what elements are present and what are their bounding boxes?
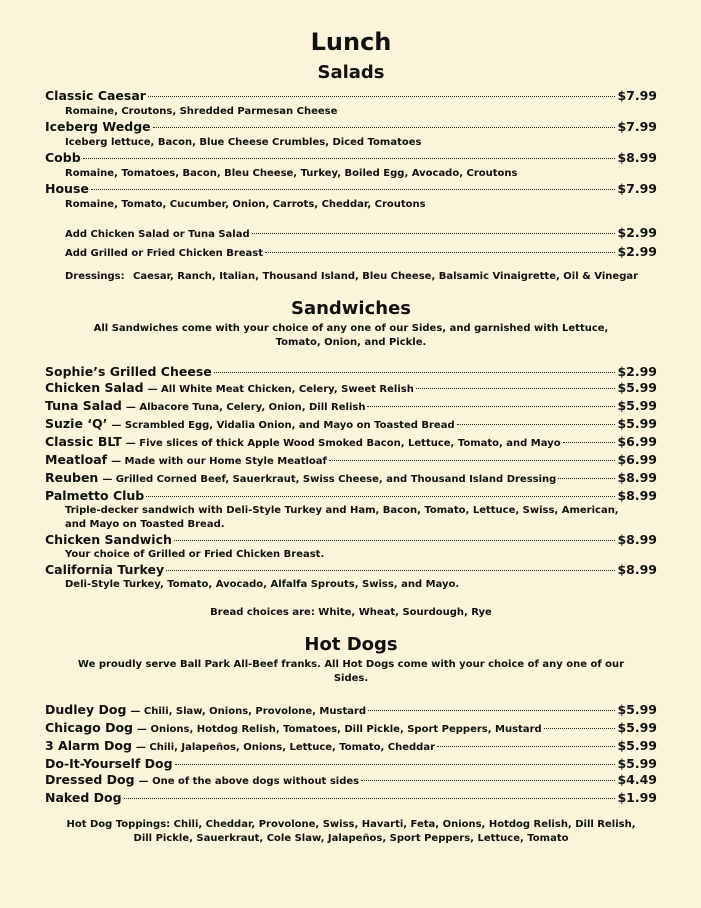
hotdogs-intro: We proudly serve Ball Park All-Beef franks. All Hot Dogs come with your choice of any one of our Sides. — [77, 659, 625, 684]
menu-item-row — [45, 150, 657, 166]
menu-item-row — [45, 434, 657, 452]
item-detail: Your choice of Grilled or Fried Chicken Breast. — [65, 549, 325, 560]
item-name: Suzie ‘Q’ — [45, 416, 108, 431]
item-name: Reuben — [45, 470, 99, 485]
salads-addons — [45, 224, 657, 262]
item-name: Iceberg Wedge — [45, 119, 151, 134]
addon-label: Add Grilled or Fried Chicken Breast — [65, 248, 264, 259]
item-price: $8.99 — [617, 532, 657, 547]
item-price: $5.99 — [617, 380, 657, 395]
item-description: — All White Meat Chicken, Celery, Sweet Relish — [147, 384, 414, 395]
item-detail: Romaine, Tomato, Cucumber, Onion, Carrots, Cheddar, Croutons — [65, 199, 426, 210]
menu-item-row — [45, 488, 657, 504]
dressings-list: Caesar, Ranch, Italian, Thousand Island, Bleu Cheese, Balsamic Vinaigrette, Oil & Vinegar — [133, 271, 639, 282]
menu-item-row — [45, 532, 657, 548]
dot-leader — [361, 780, 615, 781]
menu-item-row — [45, 380, 657, 398]
dot-leader — [265, 252, 615, 253]
menu-page — [45, 0, 657, 846]
item-description: — Made with our Home Style Meatloaf — [111, 456, 327, 467]
menu-item-row — [45, 452, 657, 470]
item-price: $8.99 — [617, 562, 657, 577]
salads-list — [45, 88, 657, 212]
item-name: Classic BLT — [45, 434, 122, 449]
item-price: $2.99 — [617, 364, 657, 379]
item-price: $8.99 — [617, 470, 657, 485]
bread-note: Bread choices are: White, Wheat, Sourdough, Rye — [210, 607, 492, 618]
dressings-label: Dressings: — [65, 271, 125, 282]
menu-item-row — [45, 756, 657, 772]
item-name: 3 Alarm Dog — [45, 738, 132, 753]
menu-item-row — [45, 416, 657, 434]
item-description: — Onions, Hotdog Relish, Tomatoes, Dill Pickle, Sport Peppers, Mustard — [137, 724, 542, 735]
menu-item-row — [45, 790, 657, 806]
dot-leader — [148, 96, 616, 97]
addon-price: $2.99 — [617, 225, 657, 240]
menu-item-row — [45, 772, 657, 790]
dot-leader — [83, 158, 616, 159]
item-price: $7.99 — [617, 88, 657, 103]
item-name: Chicken Sandwich — [45, 532, 172, 547]
dot-leader — [563, 442, 616, 443]
dot-leader — [175, 764, 616, 765]
item-price: $4.49 — [617, 772, 657, 787]
item-price: $6.99 — [617, 452, 657, 467]
dot-leader — [252, 233, 616, 234]
item-name: Sophie’s Grilled Cheese — [45, 364, 212, 379]
item-name: Palmetto Club — [45, 488, 145, 503]
sandwiches-intro: All Sandwiches come with your choice of any one of our Sides, and garnished with Lettuce, Tomato, Onion, and Pickle. — [93, 323, 609, 348]
sandwiches-list — [45, 364, 657, 592]
item-price: $5.99 — [617, 738, 657, 753]
item-description: — Scrambled Egg, Vidalia Onion, and Mayo on Toasted Bread — [111, 420, 455, 431]
menu-item-row — [45, 470, 657, 488]
dressings — [45, 269, 657, 284]
addon-row — [45, 224, 657, 243]
item-price: $5.99 — [617, 756, 657, 771]
addon-price: $2.99 — [617, 244, 657, 259]
dot-leader — [437, 746, 615, 747]
sandwiches-heading: Sandwiches — [290, 298, 411, 319]
item-description: — Five slices of thick Apple Wood Smoked Bacon, Lettuce, Tomato, and Mayo — [125, 438, 561, 449]
item-price: $1.99 — [617, 790, 657, 805]
item-name: Cobb — [45, 150, 81, 165]
menu-item-row — [45, 364, 657, 380]
dot-leader — [91, 189, 616, 190]
item-price: $7.99 — [617, 181, 657, 196]
menu-item-row — [45, 119, 657, 135]
dot-leader — [558, 478, 615, 479]
addon-row — [45, 243, 657, 262]
item-name: Dressed Dog — [45, 772, 135, 787]
menu-item-row — [45, 562, 657, 578]
item-detail: Deli-Style Turkey, Tomato, Avocado, Alfalfa Sprouts, Swiss, and Mayo. — [65, 579, 460, 590]
dot-leader — [214, 372, 616, 373]
dot-leader — [124, 798, 616, 799]
dot-leader — [329, 460, 616, 461]
item-name: Chicken Salad — [45, 380, 144, 395]
menu-item-row — [45, 738, 657, 756]
item-price: $6.99 — [617, 434, 657, 449]
menu-item-row — [45, 181, 657, 197]
item-name: Classic Caesar — [45, 88, 146, 103]
item-price: $5.99 — [617, 720, 657, 735]
item-name: Meatloaf — [45, 452, 108, 467]
item-name: Naked Dog — [45, 790, 122, 805]
dot-leader — [416, 388, 616, 389]
item-detail: Iceberg lettuce, Bacon, Blue Cheese Crumbles, Diced Tomatoes — [65, 137, 422, 148]
dot-leader — [368, 710, 615, 711]
item-price: $5.99 — [617, 398, 657, 413]
page-title: Lunch — [310, 28, 392, 56]
item-name: Do-It-Yourself Dog — [45, 756, 173, 771]
dot-leader — [544, 728, 616, 729]
dot-leader — [146, 496, 615, 497]
item-name: Tuna Salad — [45, 398, 122, 413]
item-description: — Chili, Slaw, Onions, Provolone, Mustard — [130, 706, 367, 717]
menu-item-row — [45, 88, 657, 104]
menu-item-row — [45, 398, 657, 416]
item-description: — Grilled Corned Beef, Sauerkraut, Swiss Cheese, and Thousand Island Dressing — [102, 474, 557, 485]
item-detail: Romaine, Tomatoes, Bacon, Bleu Cheese, Turkey, Boiled Egg, Avocado, Croutons — [65, 168, 518, 179]
item-price: $8.99 — [617, 150, 657, 165]
dot-leader — [367, 406, 615, 407]
dot-leader — [457, 424, 616, 425]
hotdogs-heading: Hot Dogs — [304, 634, 398, 655]
hotdog-toppings: Hot Dog Toppings: Chili, Cheddar, Provolone, Swiss, Havarti, Feta, Onions, Hotdog Relish, Dill Relish, Dill Pickle, Sauerkraut, Cole Slaw, Jalapeños, Sport Peppers, Lettuce, Tomato — [66, 819, 636, 844]
item-price: $5.99 — [617, 416, 657, 431]
menu-item-row — [45, 702, 657, 720]
item-detail: Romaine, Croutons, Shredded Parmesan Cheese — [65, 106, 338, 117]
item-price: $5.99 — [617, 702, 657, 717]
dot-leader — [174, 540, 616, 541]
dot-leader — [153, 127, 616, 128]
item-price: $7.99 — [617, 119, 657, 134]
item-description: — One of the above dogs without sides — [138, 776, 360, 787]
item-detail: Triple-decker sandwich with Deli-Style Turkey and Ham, Bacon, Tomato, Lettuce, Swiss, American, and Mayo on Toasted Bread. — [65, 505, 619, 530]
item-price: $8.99 — [617, 488, 657, 503]
item-description: — Albacore Tuna, Celery, Onion, Dill Relish — [125, 402, 366, 413]
salads-heading: Salads — [317, 62, 385, 83]
item-name: House — [45, 181, 89, 196]
item-name: Dudley Dog — [45, 702, 127, 717]
item-name: California Turkey — [45, 562, 165, 577]
addon-label: Add Chicken Salad or Tuna Salad — [65, 229, 250, 240]
item-name: Chicago Dog — [45, 720, 134, 735]
dot-leader — [166, 570, 615, 571]
item-description: — Chili, Jalapeños, Onions, Lettuce, Tomato, Cheddar — [135, 742, 436, 753]
menu-item-row — [45, 720, 657, 738]
hotdogs-list — [45, 702, 657, 806]
